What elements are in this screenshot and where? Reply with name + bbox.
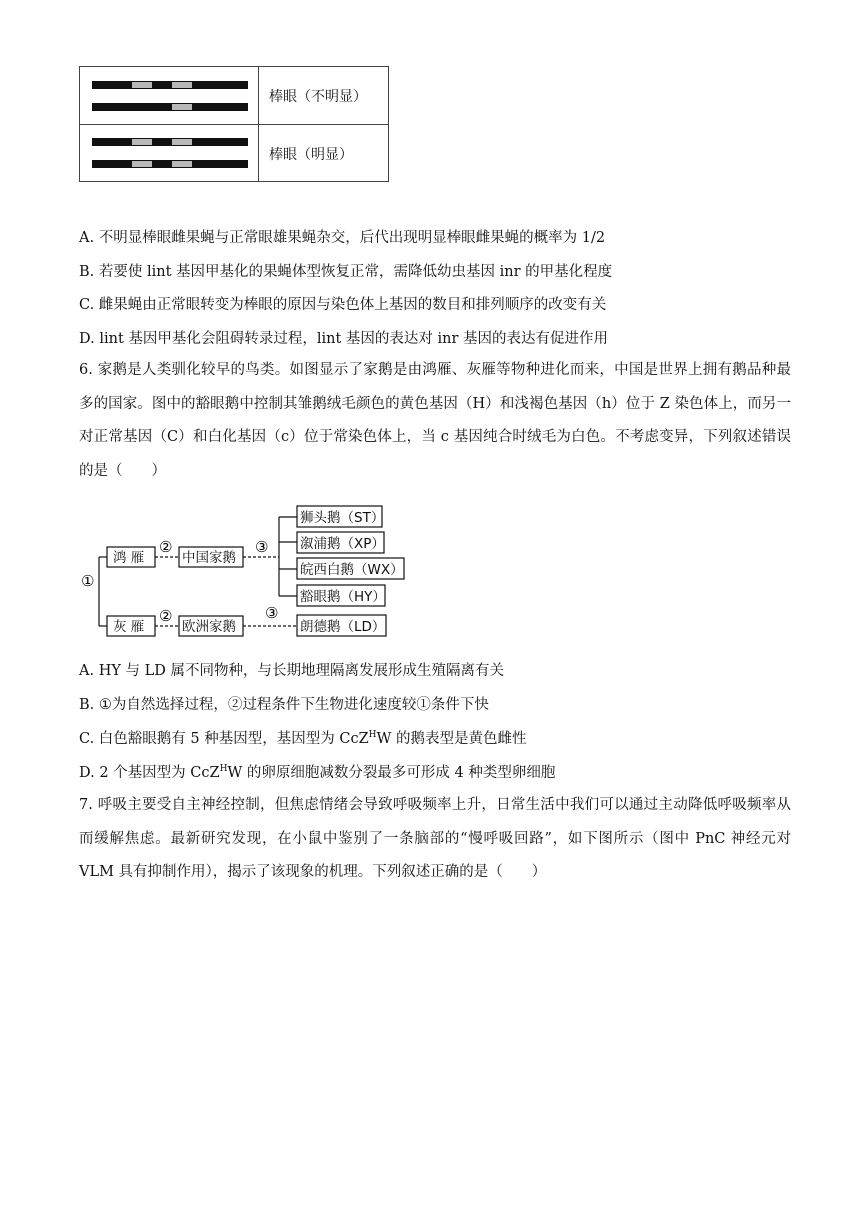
breed-wanxi — [297, 558, 404, 579]
marker-3-top: ③ — [255, 538, 269, 556]
marker-3-bottom: ③ — [265, 604, 279, 622]
svg-text:灰 雁: 灰 雁 — [113, 619, 145, 635]
q6-stem: 6. 家鹅是人类驯化较早的鸟类。如图显示了家鹅是由鸿雁、灰雁等物种进化而来，中国是世界上拥有鹅品种最多的国家。图中的豁眼鹅中控制其雏鹅绒毛颜色的黄色基因（H）和浅褐色基因（h）位于 Z 染色体上，而另一对正常基因（C）和白化基因（c）位于常染色体上，当 c 基因纯合时绒毛为白色。不考虑变异，下列叙述错误的是（ ） — [79, 362, 791, 479]
q5-option-a: A. 不明显棒眼雌果蝇与正常眼雄果蝇杂交，后代出现明显棒眼雌果蝇的概率为 1/2 — [79, 230, 606, 246]
q5-option-b: B. 若要使 lint 基因甲基化的果蝇体型恢复正常，需降低幼虫基因 inr 的甲基化程度 — [79, 264, 613, 280]
q6-option-c: C. 白色豁眼鹅有 5 种基因型，基因型为 CcZ$^H$W 的鹅表型是黄色雌性 — [79, 730, 527, 747]
q6-option-a: A. HY 与 LD 属不同物种，与长期地理隔离发展形成生殖隔离有关 — [79, 663, 504, 679]
q6-option-b: B. ①为自然选择过程，②过程条件下生物进化速度较①条件下快 — [79, 697, 489, 713]
table-row — [80, 67, 388, 125]
svg-text:鸿 雁: 鸿 雁 — [113, 550, 145, 566]
chromosome-segment — [132, 139, 152, 145]
chinese-domestic-goose — [179, 547, 243, 567]
chromosome-bar — [92, 81, 248, 89]
svg-text:溆浦鹅（XP）: 溆浦鹅（XP） — [300, 536, 385, 552]
q5-option-d: D. lint 基因甲基化会阻碍转录过程，lint 基因的表达对 inr 基因的表达有促进作用 — [79, 331, 609, 347]
breed-shitou — [297, 506, 384, 527]
breed-xupu — [297, 532, 385, 553]
q7-stem: 7. 呼吸主要受自主神经控制，但焦虑情绪会导致呼吸频率上升，日常生活中我们可以通过主动降低呼吸频率从而缓解焦虑。最新研究发现，在小鼠中鉴别了一条脑部的“慢呼吸回路”，如下图所示（图中 PnC 神经元对 VLM 具有抑制作用），揭示了该现象的机理。下列叙述正确的是（ ） — [79, 797, 791, 880]
marker-2-bottom: ② — [159, 607, 173, 625]
chromosome-segment — [172, 139, 192, 145]
chromosome-bar — [92, 103, 248, 111]
chromosome-segment — [172, 161, 192, 167]
chromosome-table — [79, 66, 389, 182]
table-row — [80, 125, 388, 182]
svg-text:中国家鹅: 中国家鹅 — [182, 550, 236, 566]
chromosome-segment — [172, 104, 192, 110]
european-domestic-goose — [179, 616, 243, 636]
svg-text:狮头鹅（ST）: 狮头鹅（ST） — [300, 510, 385, 526]
q5-option-c: C. 雌果蝇由正常眼转变为棒眼的原因与染色体上基因的数目和排列顺序的改变有关 — [79, 297, 607, 313]
ancestor-hongyan — [107, 547, 155, 567]
chromosome-segment — [132, 82, 152, 88]
ancestor-huiyan — [107, 616, 155, 636]
breed-langde — [297, 615, 386, 636]
svg-text:欧洲家鹅: 欧洲家鹅 — [182, 619, 236, 635]
goose-evolution-diagram — [79, 500, 419, 645]
chromosome-bar — [92, 138, 248, 146]
table-row-label: 棒眼（明显） — [269, 147, 353, 163]
marker-1: ① — [81, 572, 95, 590]
breed-huoyan — [297, 585, 386, 606]
chromosome-segment — [172, 82, 192, 88]
svg-text:豁眼鹅（HY）: 豁眼鹅（HY） — [300, 589, 386, 605]
chromosome-segment — [132, 161, 152, 167]
marker-2-top: ② — [159, 538, 173, 556]
table-row-label: 棒眼（不明显） — [269, 89, 367, 105]
svg-text:皖西白鹅（WX）: 皖西白鹅（WX） — [300, 562, 404, 578]
svg-text:朗德鹅（LD）: 朗德鹅（LD） — [300, 619, 386, 635]
chromosome-bar — [92, 160, 248, 168]
q6-option-d: D. 2 个基因型为 CcZ$^H$W 的卵原细胞减数分裂最多可形成 4 种类型卵细胞 — [79, 764, 556, 781]
